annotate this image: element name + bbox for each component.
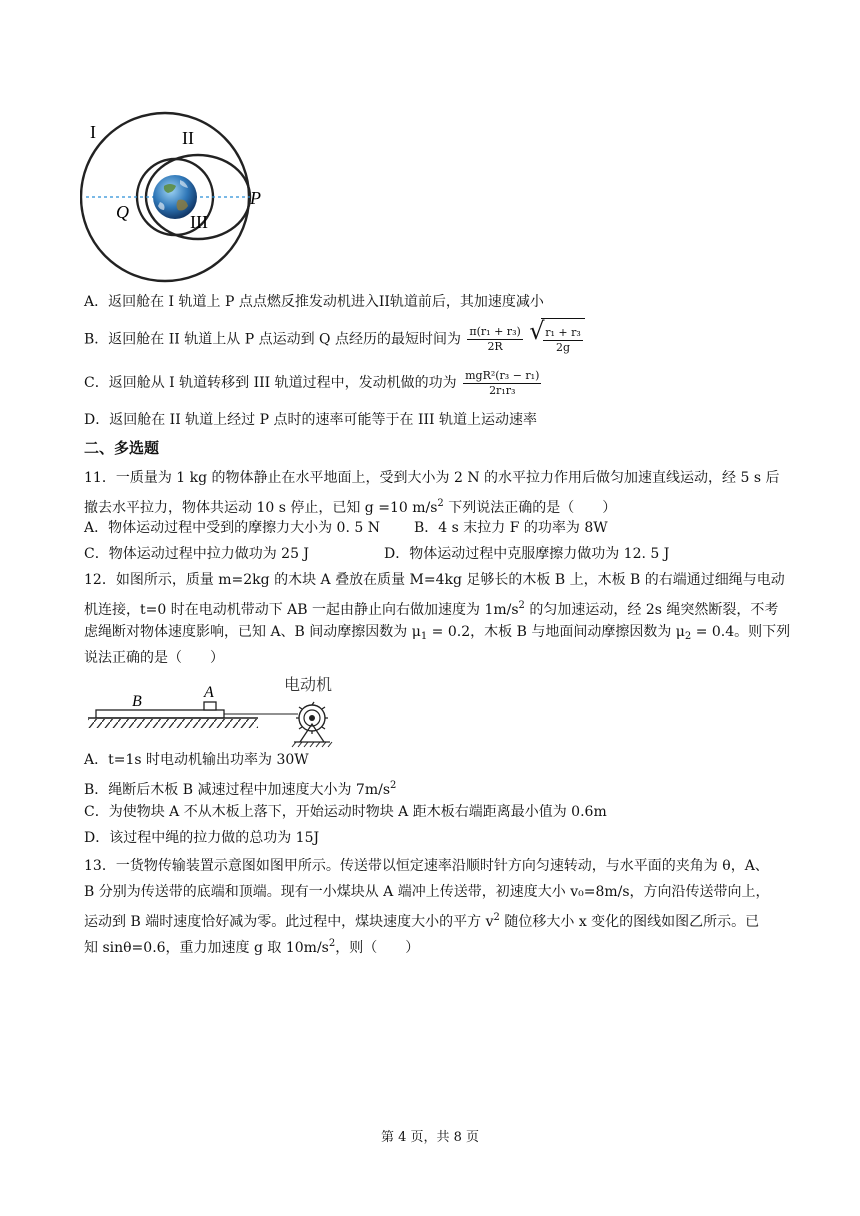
q12-stem-line2-b: 的匀加速运动，经 2s 绳突然断裂，不考: [524, 602, 779, 618]
fig-label-motor: 电动机: [284, 675, 333, 694]
q10-option-b-sqrt-denominator: 2g: [555, 340, 571, 354]
label-P: P: [250, 188, 261, 208]
q11-stem-line2-b: 下列说法正确的是（ ）: [443, 500, 617, 516]
q10-option-a: A．返回舱在 I 轨道上 P 点点燃反推发动机进入II轨道前后，其加速度减小: [84, 294, 544, 310]
q12-stem-line4: 说法正确的是（ ）: [84, 650, 224, 666]
q10-option-b: [84, 318, 585, 360]
q11-option-c: C．物体运动过程中拉力做功为 25 J: [84, 546, 310, 562]
q13-stem-line3-a: 运动到 B 端时速度恰好减为零。此过程中，煤块速度大小的平方 v: [84, 914, 494, 930]
q12-stem-line1: 12．如图所示，质量 m=2kg 的木块 A 叠放在质量 M=4kg 足够长的木板 B 上，木板 B 的右端通过细绳与电动: [84, 572, 785, 588]
orbit-figure: [80, 108, 280, 288]
label-Q: Q: [116, 202, 129, 222]
q12-stem-line3: [84, 622, 790, 647]
q10-option-c-denominator: 2r₁r₃: [489, 383, 516, 397]
q12-stem-line2: [84, 596, 778, 620]
fig-label-A: A: [204, 684, 214, 701]
q11-option-b: B．4 s 末拉力 F 的功率为 8W: [414, 520, 608, 536]
section-title: 二、多选题: [84, 439, 160, 457]
label-II: II: [182, 128, 194, 148]
q13-stem-line2: B 分别为传送带的底端和顶端。现有一小煤块从 A 端冲上传送带，初速度大小 v₀=8m/s，方向沿传送带向上，: [84, 884, 770, 900]
q13-stem-line3-b: 随位移大小 x 变化的图线如图乙所示。已: [499, 914, 760, 930]
q12-stem-line2-sup: 2: [518, 600, 525, 611]
fig-label-B: B: [132, 693, 142, 710]
q13-stem-line3-sup: 2: [493, 912, 500, 923]
q13-stem-line4-sup: 2: [328, 938, 336, 949]
label-I: I: [90, 122, 96, 142]
q10-option-b-fraction: [467, 325, 522, 354]
q13-stem-line4: [84, 934, 419, 958]
label-III: III: [190, 212, 208, 232]
q11-option-a: A．物体运动过程中受到的摩擦力大小为 0. 5 N: [84, 520, 380, 536]
motor-icon: [292, 702, 332, 747]
q10-option-b-denominator: 2R: [487, 340, 503, 353]
ground-hatch: [88, 719, 258, 728]
q13-stem-line4-b: ，则（ ）: [335, 940, 420, 956]
q12-option-a: A．t=1s 时电动机输出功率为 30W: [84, 752, 309, 768]
q12-stem-line2-a: 机连接，t=0 时在电动机带动下 AB 一起由静止向右做加速度为 1m/s: [84, 602, 519, 618]
q10-option-c-fraction: [463, 369, 541, 398]
q11-stem-line2: [84, 494, 616, 518]
page-footer: 第 4 页，共 8 页: [380, 1130, 480, 1145]
q12-option-b-text: B．绳断后木板 B 减速过程中加速度大小为 7m/s: [84, 782, 391, 798]
q12-stem-line3-b: = 0.2，木板 B 与地面间动摩擦因数为 μ: [427, 624, 685, 640]
q11-stem-line2-a: 撤去水平拉力，物体共运动 10 s 停止，已知 g =10 m/s: [84, 500, 438, 516]
q10-option-b-sqrt-numerator: √ r₁ + r₃: [545, 325, 581, 339]
q13-stem-line4-a: 知 sinθ=0.6，重力加速度 g 取 10m/s: [84, 940, 329, 956]
q12-stem-line3-sub2: 2: [684, 631, 692, 642]
q12-option-b: [84, 776, 396, 800]
q10-option-c-text: C．返回舱从 I 轨道转移到 III 轨道过程中，发动机做的功为: [84, 375, 457, 391]
q11-stem-line1: 11．一质量为 1 kg 的物体静止在水平地面上，受到大小为 2 N 的水平拉力作用后做匀加速直线运动，经 5 s 后: [84, 470, 780, 486]
q10-option-c: [84, 362, 543, 404]
q10-option-b-sqrt: [541, 318, 585, 361]
q13-stem-line1: 13．一货物传输装置示意图如图甲所示。传送带以恒定速率沿顺时针方向匀速转动，与水平面的夹角为 θ，A、: [84, 858, 769, 874]
block-A: [204, 702, 216, 710]
q13-stem-line3: [84, 908, 759, 932]
q10-option-d: D．返回舱在 II 轨道上经过 P 点时的速率可能等于在 III 轨道上运动速率: [84, 412, 537, 428]
q11-option-d: D．物体运动过程中克服摩擦力做功为 12. 5 J: [384, 546, 670, 562]
q11-stem-line2-sup: 2: [437, 498, 444, 509]
board-B: [96, 710, 224, 718]
q12-stem-line3-c: = 0.4。则下列: [691, 624, 791, 640]
q12-stem-line3-sub1: 1: [420, 631, 428, 642]
q10-option-b-numerator: π(r₁ + r₃): [469, 325, 521, 338]
q10-option-b-text: B．返回舱在 II 轨道上从 P 点运动到 Q 点经历的最短时间为: [84, 331, 461, 348]
q12-option-b-sup: 2: [390, 780, 397, 791]
board-motor-figure: [86, 672, 356, 748]
q10-option-c-numerator: mgR²(r₃ − r₁): [465, 368, 540, 382]
q12-stem-line3-a: 虑绳断对物体速度影响，已知 A、B 间动摩擦因数为 μ: [84, 624, 421, 640]
q12-option-d: D．该过程中绳的拉力做的总功为 15J: [84, 830, 320, 846]
q12-option-c: C．为使物块 A 不从木板上落下，开始运动时物块 A 距木板右端距离最小值为 0.6m: [84, 804, 607, 820]
